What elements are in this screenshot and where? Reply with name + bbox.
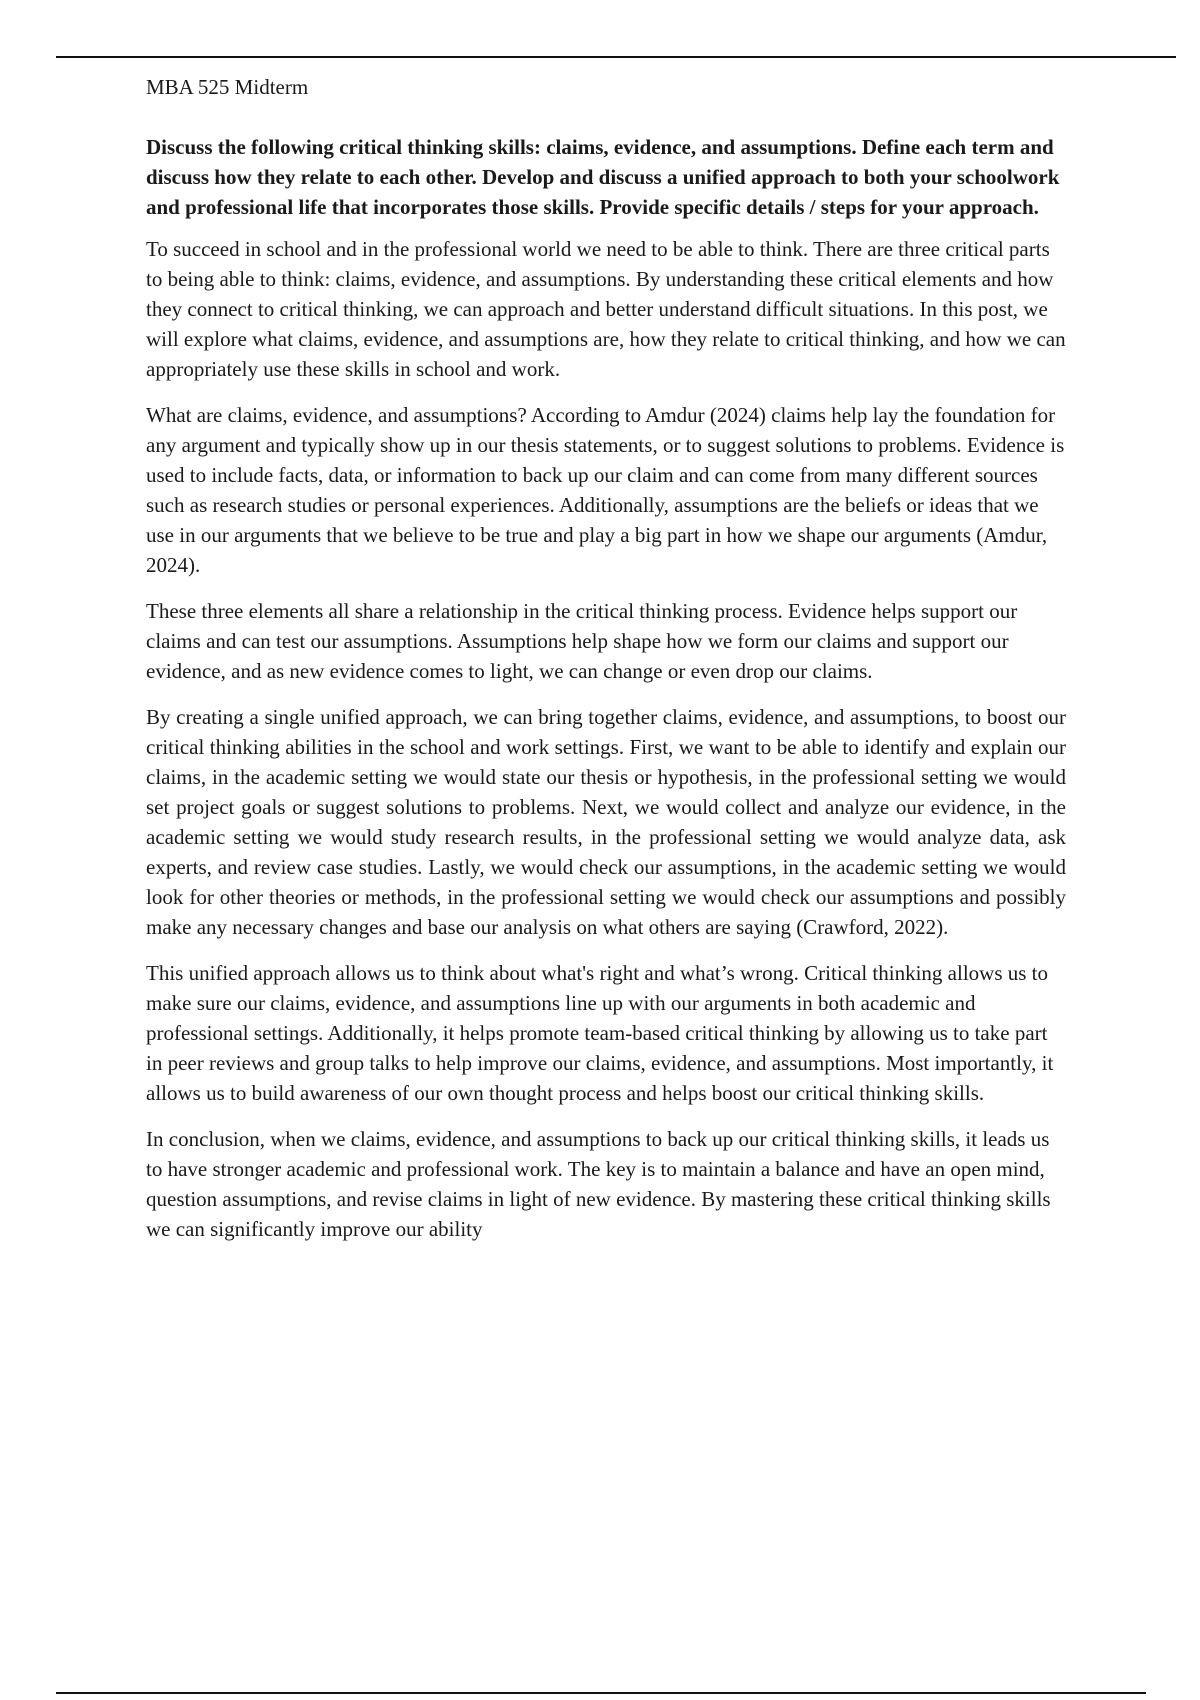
question-prompt: Discuss the following critical thinking skills: claims, evidence, and assumptions. Define each term and discuss how they relate to each other. Develop and discuss a unified approach to both your schoolwork and professional life that incorporates those skills. Provide specific details / steps for your approach. [146,135,1060,219]
paragraph-benefits: This unified approach allows us to think about what's right and what’s wrong. Critical thinking allows us to make sure our claims, evidence, and assumptions line up with our arguments in both academic and professional settings. Additionally, it helps promote team-based critical thinking by allowing us to take part in peer reviews and group talks to help improve our claims, evidence, and assumptions. Most importantly, it allows us to build awareness of our own thought process and helps boost our critical thinking skills. [146,961,1054,1105]
top-divider [56,56,1176,58]
bottom-divider [56,1692,1146,1694]
document-body [146,72,1066,1260]
paragraph-intro: To succeed in school and in the professional world we need to be able to think. There are three critical parts to being able to think: claims, evidence, and assumptions. By understanding these critical elements and how they connect to critical thinking, we can approach and better understand difficult situations. In this post, we will explore what claims, evidence, and assumptions are, how they relate to critical thinking, and how we can appropriately use these skills in school and work. [146,237,1066,381]
paragraph-relationship: These three elements all share a relationship in the critical thinking process. Evidence helps support our claims and can test our assumptions. Assumptions help shape how we form our claims and support our evidence, and as new evidence comes to light, we can change or even drop our claims. [146,599,1018,683]
document-header: MBA 525 Midterm [146,75,309,99]
paragraph-unified-approach: By creating a single unified approach, we can bring together claims, evidence, and assumptions, to boost our critical thinking abilities in the school and work settings. First, we want to be able to identify and explain our claims, in the academic setting we would state our thesis or hypothesis, in the professional setting we would set project goals or suggest solutions to problems. Next, we would collect and analyze our evidence, in the academic setting we would study research results, in the professional setting we would analyze data, ask experts, and review case studies. Lastly, we would check our assumptions, in the academic setting we would look for other theories or methods, in the professional setting we would check our assumptions and possibly make any necessary changes and base our analysis on what others are saying (Crawford, 2022). [146,705,1066,939]
paragraph-definitions: What are claims, evidence, and assumptions? According to Amdur (2024) claims help lay the foundation for any argument and typically show up in our thesis statements, or to suggest solutions to problems. Evidence is used to include facts, data, or information to back up our claim and can come from many different sources such as research studies or personal experiences. Additionally, assumptions are the beliefs or ideas that we use in our arguments that we believe to be true and play a big part in how we shape our arguments (Amdur, 2024). [146,403,1065,577]
paragraph-conclusion: In conclusion, when we claims, evidence, and assumptions to back up our critical thinking skills, it leads us to have stronger academic and professional work. The key is to maintain a balance and have an open mind, question assumptions, and revise claims in light of new evidence. By mastering these critical thinking skills we can significantly improve our ability [146,1127,1051,1241]
